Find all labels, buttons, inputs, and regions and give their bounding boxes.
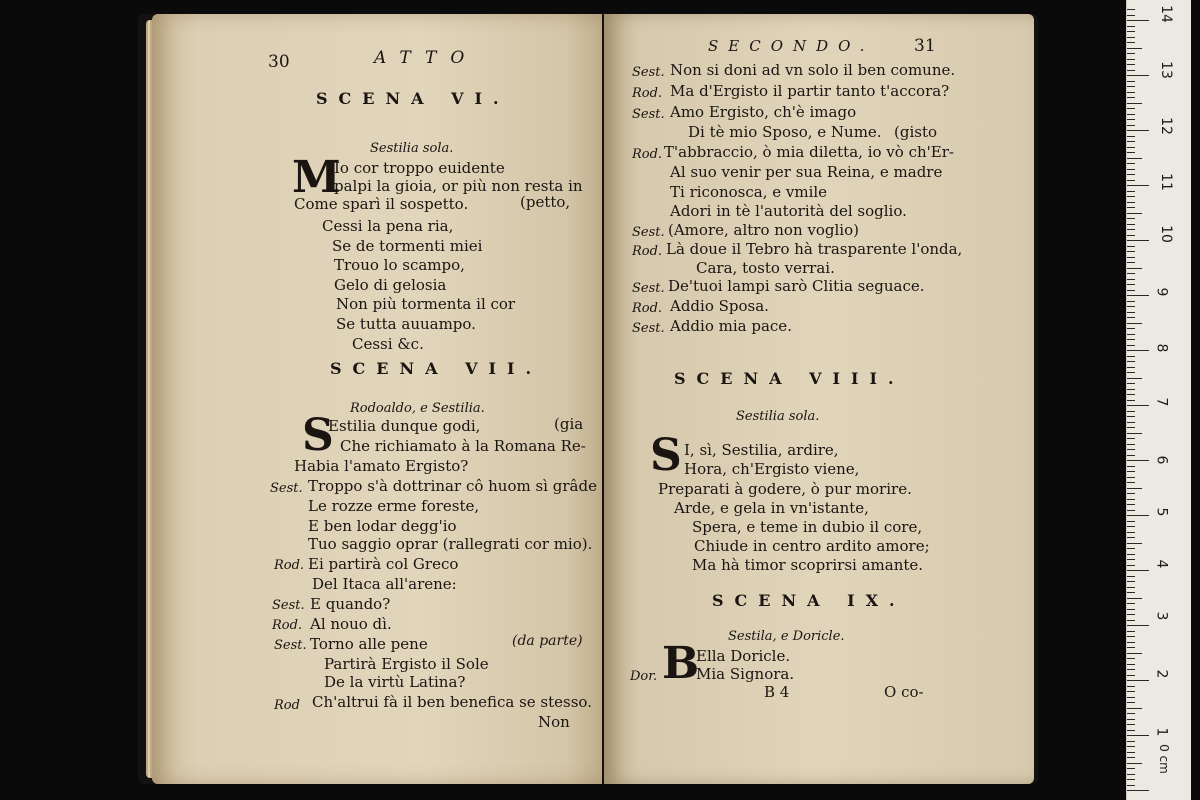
verse-line: Là doue il Tebro hà trasparente l'onda,: [666, 240, 963, 258]
ruler-tick: [1127, 609, 1135, 610]
drop-cap: B: [662, 638, 700, 689]
ruler-tick: [1127, 152, 1135, 153]
scene-subtitle: Sestila, e Doricle.: [728, 629, 845, 644]
ruler-tick: [1127, 477, 1135, 478]
verse-line: Se de tormenti miei: [332, 237, 483, 255]
ruler-tick: [1127, 455, 1135, 456]
ruler-tick: [1127, 42, 1135, 43]
ruler-tick: [1127, 290, 1135, 291]
verse-line: Estilia dunque godi,: [328, 417, 481, 435]
ruler-tick: [1127, 328, 1135, 329]
ruler-tick: [1127, 20, 1149, 21]
ruler-tick: [1127, 757, 1135, 758]
ruler-tick: [1127, 592, 1135, 593]
speaker-label: Rod.: [274, 558, 305, 573]
page-number-right: 31: [914, 36, 936, 56]
ruler-tick: [1127, 587, 1135, 588]
ruler-tick: [1127, 213, 1142, 214]
ruler-tick: [1127, 466, 1135, 467]
verse-line: (gisto: [894, 123, 938, 141]
signature-mark: B 4: [764, 683, 790, 701]
verse-line: Non si doni ad vn solo il ben comune.: [670, 61, 956, 79]
verse-line: palpi la gioia, or più non resta in: [334, 177, 583, 195]
verse-line: Tuo saggio oprar (rallegrati cor mio).: [308, 535, 593, 553]
drop-cap: S: [302, 410, 334, 461]
ruler-tick: [1127, 268, 1142, 269]
ruler-tick: [1127, 735, 1149, 736]
verse-line: Come sparì il sospetto.: [294, 195, 469, 213]
ruler-tick: [1127, 603, 1135, 604]
verse-line: Adori in tè l'autorità del soglio.: [670, 202, 907, 220]
ruler-tick: [1127, 59, 1135, 60]
ruler-tick: [1127, 779, 1135, 780]
ruler-tick: [1127, 323, 1142, 324]
ruler-number: 5: [1153, 507, 1170, 517]
verse-line: Gelo di gelosia: [334, 276, 447, 294]
ruler-tick: [1127, 229, 1135, 230]
ruler-tick: [1127, 537, 1135, 538]
ruler-tick: [1127, 284, 1135, 285]
ruler-number: 6: [1153, 455, 1170, 465]
verse-line: Le rozze erme foreste,: [308, 497, 480, 515]
ruler-tick: [1127, 174, 1135, 175]
ruler-tick: [1127, 367, 1135, 368]
verse-line: E quando?: [310, 595, 391, 613]
verse-line: Ma hà timor scoprirsi amante.: [692, 556, 924, 574]
ruler-tick: [1127, 9, 1135, 10]
ruler-tick: [1127, 273, 1135, 274]
speaker-label: Sest.: [272, 598, 305, 613]
ruler-tick: [1127, 317, 1135, 318]
ruler-tick: [1127, 768, 1135, 769]
ruler-tick: [1127, 108, 1135, 109]
verse-line: Al suo venir per sua Reina, e madre: [670, 163, 943, 181]
ruler-number: 1: [1153, 727, 1170, 737]
ruler-tick: [1127, 422, 1135, 423]
ruler-tick: [1127, 499, 1135, 500]
ruler-number: 11: [1157, 173, 1174, 191]
ruler-tick: [1127, 86, 1135, 87]
verse-line: Al nouo dì.: [310, 615, 392, 633]
ruler-number: 8: [1153, 343, 1170, 353]
ruler-tick: [1127, 64, 1135, 65]
verse-line: T'abbraccio, ò mia diletta, io vò ch'Er-: [664, 143, 954, 161]
running-head-left: ATTO: [374, 48, 479, 68]
ruler-tick: [1127, 158, 1142, 159]
verse-line: Addio Sposa.: [670, 297, 769, 315]
ruler-tick: [1127, 675, 1135, 676]
speaker-label: Rod.: [632, 301, 663, 316]
verse-line: I, sì, Sestilia, ardire,: [684, 441, 839, 459]
scale-ruler: [1126, 0, 1191, 800]
ruler-tick: [1127, 460, 1149, 461]
ruler-tick: [1127, 741, 1135, 742]
ruler-tick: [1127, 763, 1142, 764]
drop-cap: S: [650, 430, 682, 481]
verse-line: Ei partirà col Greco: [308, 555, 459, 573]
ruler-tick: [1127, 576, 1135, 577]
ruler-tick: [1127, 400, 1135, 401]
ruler-unit: 0 cm: [1156, 744, 1171, 774]
scene-subtitle: Rodoaldo, e Sestilia.: [350, 401, 485, 416]
ruler-tick: [1127, 488, 1142, 489]
verse-line: Torno alle pene: [310, 635, 428, 653]
ruler-tick: [1127, 312, 1135, 313]
ruler-tick: [1127, 691, 1135, 692]
verse-line: Amo Ergisto, ch'è imago: [670, 103, 857, 121]
drop-cap: M: [292, 152, 341, 203]
ruler-tick: [1127, 636, 1135, 637]
ruler-tick: [1127, 48, 1142, 49]
ruler-tick: [1127, 559, 1135, 560]
ruler-tick: [1127, 163, 1135, 164]
speaker-label: Dor.: [630, 669, 658, 684]
ruler-tick: [1127, 180, 1135, 181]
ruler-tick: [1127, 306, 1135, 307]
ruler-tick: [1127, 136, 1135, 137]
ruler-tick: [1127, 53, 1135, 54]
verse-line: De'tuoi lampi sarò Clitia seguace.: [668, 277, 925, 295]
ruler-tick: [1127, 257, 1135, 258]
verse-line: (petto,: [520, 193, 571, 211]
ruler-tick: [1127, 449, 1135, 450]
scene-subtitle: Sestilia sola.: [370, 141, 454, 156]
ruler-tick: [1127, 169, 1135, 170]
ruler-tick: [1127, 565, 1135, 566]
verse-line: Di tè mio Sposo, e Nume.: [688, 123, 882, 141]
ruler-tick: [1127, 438, 1135, 439]
speaker-label: Sest.: [632, 107, 665, 122]
ruler-tick: [1127, 444, 1135, 445]
ruler-tick: [1127, 246, 1135, 247]
ruler-tick: [1127, 411, 1135, 412]
catchword: O co-: [884, 683, 924, 701]
speaker-label: Rod.: [632, 244, 663, 259]
ruler-tick: [1127, 620, 1135, 621]
ruler-tick: [1127, 521, 1135, 522]
ruler-tick: [1127, 653, 1142, 654]
ruler-tick: [1127, 647, 1135, 648]
ruler-tick: [1127, 147, 1135, 148]
ruler-tick: [1127, 570, 1149, 571]
verse-line: Preparati à godere, ò pur morire.: [658, 480, 912, 498]
verse-line: Partirà Ergisto il Sole: [324, 655, 489, 673]
ruler-tick: [1127, 301, 1135, 302]
ruler-tick: [1127, 26, 1135, 27]
ruler-tick: [1127, 339, 1135, 340]
ruler-tick: [1127, 416, 1135, 417]
verse-line: Del Itaca all'arene:: [312, 575, 457, 593]
ruler-number: 10: [1157, 225, 1174, 243]
scene-subtitle: Sestilia sola.: [736, 409, 820, 424]
ruler-tick: [1127, 196, 1135, 197]
ruler-tick: [1127, 119, 1135, 120]
page-number-left: 30: [268, 52, 290, 72]
ruler-tick: [1127, 207, 1135, 208]
ruler-tick: [1127, 532, 1135, 533]
ruler-tick: [1127, 482, 1135, 483]
ruler-tick: [1127, 598, 1142, 599]
verse-line: E ben lodar degg'io: [308, 517, 457, 535]
ruler-number: 4: [1153, 559, 1170, 569]
speaker-label: Sest.: [632, 225, 665, 240]
ruler-number: 9: [1153, 287, 1170, 297]
speaker-label: Rod: [274, 698, 300, 713]
ruler-tick: [1127, 752, 1135, 753]
verse-line: Arde, e gela in vn'istante,: [674, 499, 869, 517]
ruler-tick: [1127, 493, 1135, 494]
verse-line: Habia l'amato Ergisto?: [294, 457, 469, 475]
verse-line: Addio mia pace.: [670, 317, 792, 335]
ruler-tick: [1127, 191, 1135, 192]
ruler-tick: [1127, 471, 1135, 472]
ruler-tick: [1127, 235, 1135, 236]
ruler-tick: [1127, 97, 1135, 98]
ruler-tick: [1127, 394, 1135, 395]
ruler-tick: [1127, 433, 1142, 434]
ruler-tick: [1127, 427, 1135, 428]
ruler-tick: [1127, 642, 1135, 643]
speaker-label: Sest.: [632, 321, 665, 336]
ruler-tick: [1127, 713, 1135, 714]
ruler-tick: [1127, 697, 1135, 698]
ruler-tick: [1127, 75, 1149, 76]
ruler-tick: [1127, 526, 1135, 527]
verse-line: (Amore, altro non voglio): [668, 221, 859, 239]
ruler-tick: [1127, 70, 1135, 71]
ruler-tick: [1127, 295, 1149, 296]
ruler-tick: [1127, 202, 1135, 203]
ruler-tick: [1127, 686, 1135, 687]
ruler-tick: [1127, 405, 1149, 406]
verse-line: Ch'altrui fà il ben benefica se stesso.: [312, 693, 592, 711]
verse-line: Ella Doricle.: [696, 647, 791, 665]
ruler-number: 7: [1153, 397, 1170, 407]
ruler-tick: [1127, 554, 1135, 555]
ruler-tick: [1127, 356, 1135, 357]
ruler-tick: [1127, 15, 1135, 16]
verse-line: Se tutta auuampo.: [336, 315, 476, 333]
verse-line: Io cor troppo euidente: [334, 159, 505, 177]
speaker-label: Rod.: [632, 86, 663, 101]
ruler-tick: [1127, 114, 1135, 115]
ruler-tick: [1127, 774, 1135, 775]
ruler-tick: [1127, 31, 1135, 32]
verse-line: Spera, e teme in dubio il core,: [692, 518, 923, 536]
ruler-tick: [1127, 790, 1149, 791]
ruler-tick: [1127, 510, 1135, 511]
speaker-label: Sest.: [274, 638, 307, 653]
scene-heading: SCENA IX.: [712, 591, 906, 610]
ruler-tick: [1127, 130, 1149, 131]
verse-line: Non più tormenta il cor: [336, 295, 516, 313]
scene-heading: SCENA VI.: [316, 89, 510, 108]
scene-heading: SCENA VIII.: [674, 369, 905, 388]
ruler-tick: [1127, 224, 1135, 225]
ruler-tick: [1127, 631, 1135, 632]
catchword: Non: [538, 713, 570, 731]
ruler-tick: [1127, 262, 1135, 263]
ruler-tick: [1127, 719, 1135, 720]
ruler-tick: [1127, 708, 1142, 709]
ruler-tick: [1127, 125, 1135, 126]
speaker-label: Sest.: [270, 481, 303, 496]
ruler-tick: [1127, 581, 1135, 582]
verse-line: Chiude in centro ardito amore;: [694, 537, 930, 555]
verse-line: Trouo lo scampo,: [334, 256, 465, 274]
ruler-tick: [1127, 92, 1135, 93]
ruler-tick: [1127, 37, 1135, 38]
ruler-tick: [1127, 389, 1135, 390]
verse-line: Hora, ch'Ergisto viene,: [684, 460, 860, 478]
ruler-tick: [1127, 746, 1135, 747]
verse-line: Ti riconosca, e vmile: [670, 183, 828, 201]
ruler-tick: [1127, 81, 1135, 82]
ruler-tick: [1127, 185, 1149, 186]
ruler-tick: [1127, 141, 1135, 142]
verse-line: Cessi &c.: [352, 335, 424, 353]
right-page: [604, 14, 1034, 784]
ruler-tick: [1127, 543, 1142, 544]
ruler-tick: [1127, 504, 1135, 505]
ruler-tick: [1127, 378, 1142, 379]
ruler-tick: [1127, 548, 1135, 549]
ruler-tick: [1127, 240, 1149, 241]
verse-line: Cessi la pena ria,: [322, 217, 454, 235]
verse-line: Che richiamato à la Romana Re-: [340, 437, 586, 455]
ruler-tick: [1127, 372, 1135, 373]
ruler-tick: [1127, 614, 1135, 615]
ruler-tick: [1127, 730, 1135, 731]
verse-line: Mia Signora.: [696, 665, 795, 683]
ruler-number: 14: [1157, 5, 1174, 23]
verse-line: Ma d'Ergisto il partir tanto t'accora?: [670, 82, 950, 100]
ruler-number: 12: [1157, 117, 1174, 135]
speaker-label: Rod.: [632, 147, 663, 162]
ruler-tick: [1127, 785, 1135, 786]
speaker-label: Sest.: [632, 281, 665, 296]
ruler-tick: [1127, 669, 1135, 670]
speaker-label: Rod.: [272, 618, 303, 633]
verse-line: Cara, tosto verrai.: [696, 259, 835, 277]
ruler-tick: [1127, 251, 1135, 252]
ruler-tick: [1127, 658, 1135, 659]
ruler-tick: [1127, 103, 1142, 104]
ruler-tick: [1127, 361, 1135, 362]
ruler-number: 3: [1153, 611, 1170, 621]
speaker-label: Sest.: [632, 65, 665, 80]
verse-line: (gia: [554, 415, 584, 433]
scene-heading: SCENA VII.: [330, 359, 543, 378]
ruler-tick: [1127, 334, 1135, 335]
ruler-tick: [1127, 724, 1135, 725]
ruler-tick: [1127, 350, 1149, 351]
ruler-number: 13: [1157, 61, 1174, 79]
ruler-tick: [1127, 345, 1135, 346]
verse-line: Troppo s'à dottrinar cô huom sì grâde: [308, 477, 597, 495]
open-book: [138, 14, 1038, 784]
ruler-tick: [1127, 515, 1149, 516]
ruler-tick: [1127, 279, 1135, 280]
ruler-tick: [1127, 680, 1149, 681]
ruler-tick: [1127, 702, 1135, 703]
left-page: [152, 14, 602, 784]
verse-line: De la virtù Latina?: [324, 673, 466, 691]
ruler-tick: [1127, 218, 1135, 219]
stage-direction: (da parte): [512, 633, 583, 649]
ruler-number: 2: [1153, 669, 1170, 679]
ruler-tick: [1127, 383, 1135, 384]
running-head-right: SECONDO.: [708, 37, 875, 55]
ruler-tick: [1127, 625, 1149, 626]
ruler-tick: [1127, 664, 1135, 665]
